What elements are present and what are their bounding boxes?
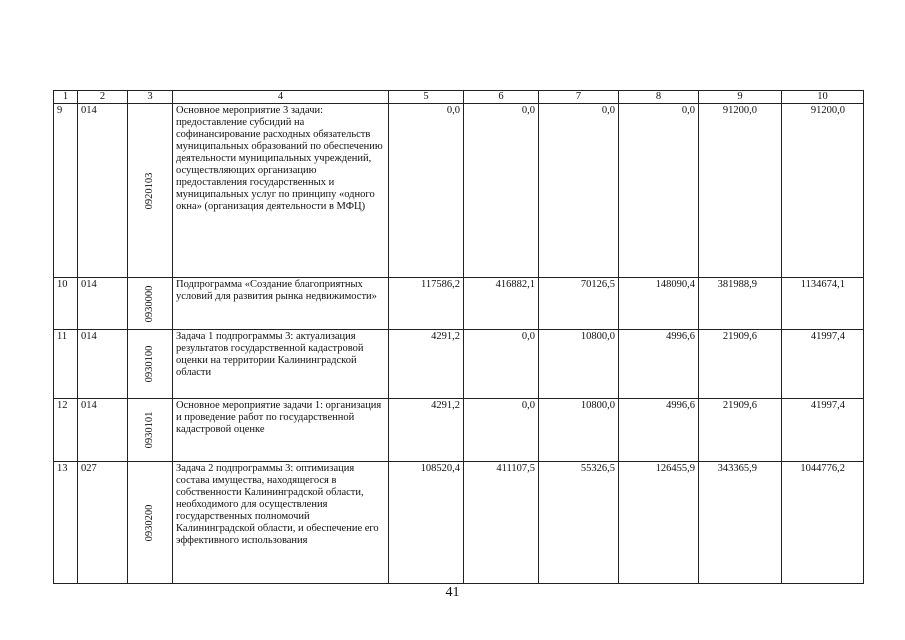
- kbk-code: 0920103: [144, 172, 155, 209]
- value-col-10: 91200,0: [782, 104, 864, 278]
- row-number: 11: [54, 330, 78, 399]
- value-col-5: 108520,4: [389, 462, 464, 584]
- admin-code: 014: [78, 399, 128, 462]
- value-col-9: 21909,6: [699, 330, 782, 399]
- value-col-9: 381988,9: [699, 278, 782, 330]
- budget-table: [53, 90, 864, 584]
- value-col-9: 21909,6: [699, 399, 782, 462]
- header-col-10: 10: [782, 91, 864, 104]
- value-col-7: 10800,0: [539, 399, 619, 462]
- admin-code: 014: [78, 330, 128, 399]
- value-col-5: 0,0: [389, 104, 464, 278]
- page-number: 41: [445, 585, 460, 600]
- value-col-8: 4996,6: [619, 330, 699, 399]
- header-col-9: 9: [699, 91, 782, 104]
- kbk-cell: [128, 330, 173, 399]
- value-col-7: 10800,0: [539, 330, 619, 399]
- value-col-7: 0,0: [539, 104, 619, 278]
- value-col-6: 416882,1: [464, 278, 539, 330]
- description: Основное мероприятие задачи 1: организация и проведение работ по государственной кадастровой оценке: [173, 399, 389, 462]
- value-col-10: 41997,4: [782, 399, 864, 462]
- table-row: [54, 330, 864, 399]
- value-col-10: 1134674,1: [782, 278, 864, 330]
- table-row: [54, 278, 864, 330]
- table-row: [54, 104, 864, 278]
- kbk-cell: [128, 462, 173, 584]
- description: Подпрограмма «Создание благоприятных условий для развития рынка недвижимости»: [173, 278, 389, 330]
- header-col-8: 8: [619, 91, 699, 104]
- description: Задача 2 подпрограммы 3: оптимизация состава имущества, находящегося в собственности Калининградской области, необходимого для осуществления государственных полномочий Калининградской области, и обеспечение его эффективного использования: [173, 462, 389, 584]
- description: Основное мероприятие 3 задачи: предоставление субсидий на софинансирование расходных обязательств муниципальных образований по обеспечению деятельности муниципальных учреждений, осуществляющих организацию предоставления государственных и муниципальных услуг по принципу «одного окна» (организация деятельности в МФЦ): [173, 104, 389, 278]
- admin-code: 027: [78, 462, 128, 584]
- value-col-8: 126455,9: [619, 462, 699, 584]
- value-col-5: 117586,2: [389, 278, 464, 330]
- kbk-cell: [128, 399, 173, 462]
- row-number: 13: [54, 462, 78, 584]
- header-row: [54, 91, 864, 104]
- value-col-10: 41997,4: [782, 330, 864, 399]
- kbk-cell: [128, 104, 173, 278]
- value-col-8: 148090,4: [619, 278, 699, 330]
- header-col-4: 4: [173, 91, 389, 104]
- header-col-1: 1: [54, 91, 78, 104]
- table-row: [54, 399, 864, 462]
- kbk-code: 0930100: [144, 345, 155, 383]
- table-row: [54, 462, 864, 584]
- admin-code: 014: [78, 278, 128, 330]
- value-col-5: 4291,2: [389, 399, 464, 462]
- description: Задача 1 подпрограммы 3: актуализация результатов государственной кадастровой оценки на территории Калининградской области: [173, 330, 389, 399]
- header-col-2: 2: [78, 91, 128, 104]
- header-col-5: 5: [389, 91, 464, 104]
- value-col-7: 55326,5: [539, 462, 619, 584]
- value-col-7: 70126,5: [539, 278, 619, 330]
- value-col-8: 4996,6: [619, 399, 699, 462]
- header-col-3: 3: [128, 91, 173, 104]
- value-col-6: 0,0: [464, 330, 539, 399]
- row-number: 9: [54, 104, 78, 278]
- kbk-code: 0930101: [144, 411, 155, 449]
- header-col-7: 7: [539, 91, 619, 104]
- value-col-8: 0,0: [619, 104, 699, 278]
- admin-code: 014: [78, 104, 128, 278]
- kbk-code: 0930200: [144, 504, 155, 541]
- value-col-6: 0,0: [464, 104, 539, 278]
- value-col-10: 1044776,2: [782, 462, 864, 584]
- header-col-6: 6: [464, 91, 539, 104]
- value-col-6: 411107,5: [464, 462, 539, 584]
- value-col-9: 343365,9: [699, 462, 782, 584]
- row-number: 10: [54, 278, 78, 330]
- value-col-9: 91200,0: [699, 104, 782, 278]
- kbk-code: 0930000: [144, 285, 155, 322]
- value-col-5: 4291,2: [389, 330, 464, 399]
- kbk-cell: [128, 278, 173, 330]
- value-col-6: 0,0: [464, 399, 539, 462]
- row-number: 12: [54, 399, 78, 462]
